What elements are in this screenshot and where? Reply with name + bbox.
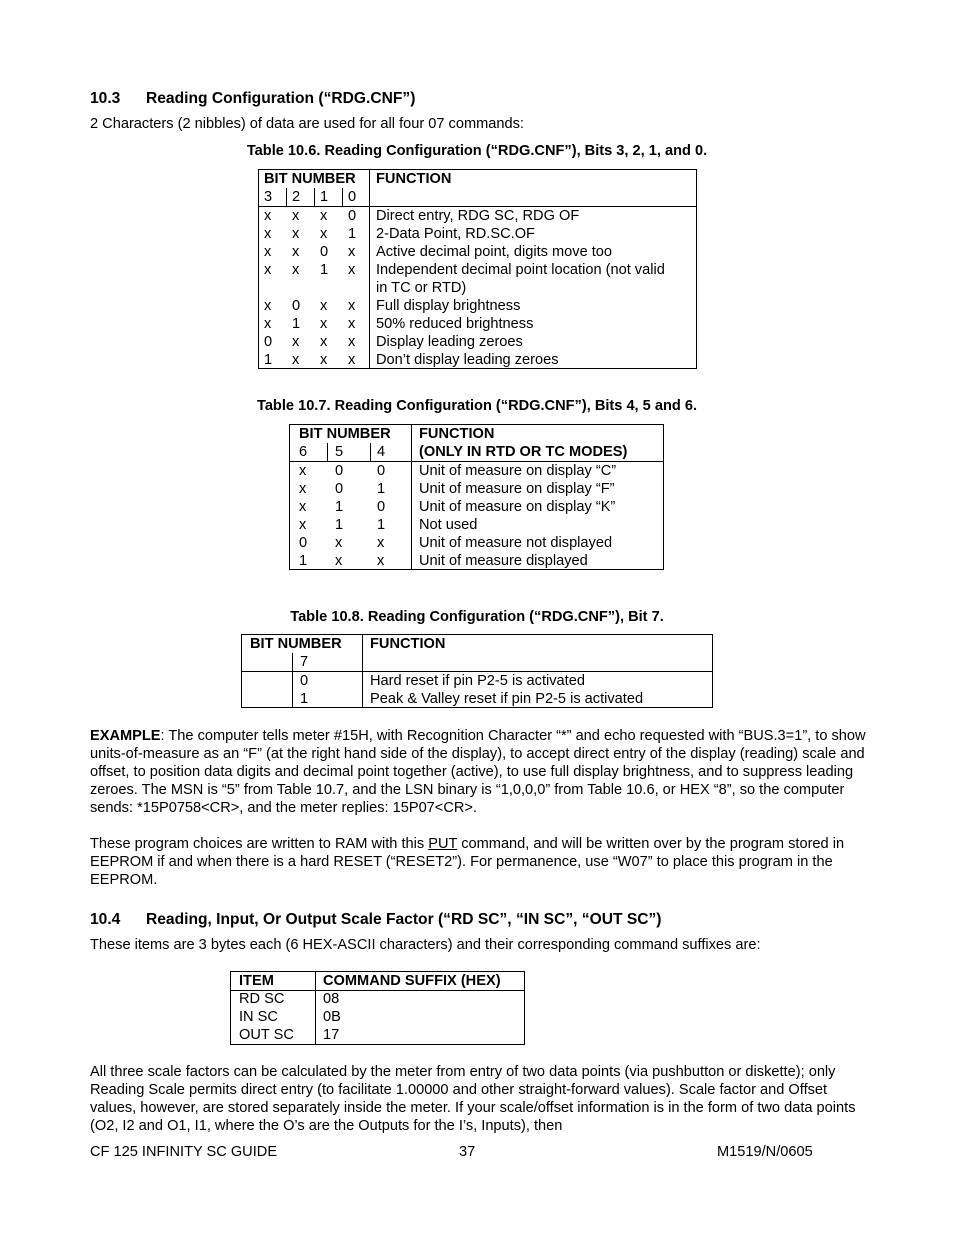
- bit-cell: 0: [264, 334, 273, 350]
- section-title: Reading Configuration (“RDG.CNF”): [146, 90, 416, 107]
- item-cell: RD SC: [239, 991, 285, 1007]
- bit-label: 2: [292, 189, 301, 205]
- section-number: 10.3: [90, 90, 121, 107]
- bit-cell: 0: [292, 298, 301, 314]
- example-label: EXAMPLE: [90, 728, 161, 744]
- example-text: : The computer tells meter #15H, with Recognition Character “*” and echo requested with “BUS.3=1”, to show units-of-measure as an “F” (at the right hand side of the display), to accept direct entry of the display (reading) scale and offset, to position data digits and decimal point together (active), to use full display brightness, and to suppress leading zeroes. The MSN is “5” from Table 10.7, and the LSN binary is “1,0,0,0” from Table 10.6, or HEX “8”, so the computer sends: *15P0758<CR>, and the meter replies: 15P07<CR>.: [90, 728, 866, 816]
- bit-cell: [264, 279, 272, 297]
- bit-cell: x: [320, 316, 328, 332]
- function-header-note: (ONLY IN RTD OR TC MODES): [419, 444, 628, 460]
- bit-cell: x: [299, 463, 307, 479]
- function-cell: Unit of measure displayed: [419, 553, 588, 569]
- bit-cell: 1: [335, 499, 344, 515]
- table-10-6-caption: Table 10.6. Reading Configuration (“RDG.CNF”), Bits 3, 2, 1, and 0.: [246, 143, 708, 159]
- put-note-before: These program choices are written to RAM with this: [90, 836, 429, 852]
- bit-cell: 0: [377, 499, 386, 515]
- bit-cell: x: [377, 553, 385, 569]
- bit-cell: x: [292, 352, 300, 368]
- bit-label: 7: [300, 654, 309, 670]
- bit-cell: x: [348, 262, 356, 278]
- footer-right: M1519/N/0605: [717, 1144, 813, 1160]
- function-cell: in TC or RTD): [376, 280, 467, 296]
- section-10-3-intro: 2 Characters (2 nibbles) of data are used for all four 07 commands:: [90, 116, 524, 132]
- bit-cell: 1: [292, 316, 301, 332]
- table-10-8-caption: Table 10.8. Reading Configuration (“RDG.CNF”), Bit 7.: [290, 609, 664, 625]
- bit-label: 4: [377, 444, 386, 460]
- bit-cell: 0: [377, 463, 386, 479]
- function-header: FUNCTION: [419, 426, 495, 442]
- bit-cell: 0: [348, 208, 357, 224]
- item-header: ITEM: [239, 973, 274, 989]
- suffix-cell: 17: [323, 1027, 340, 1043]
- bit-label: 6: [299, 444, 308, 460]
- bit-cell: 1: [377, 481, 386, 497]
- bit-cell: x: [299, 481, 307, 497]
- bit-cell: x: [348, 352, 356, 368]
- table-10-7: [289, 424, 664, 570]
- suffix-cell: 0B: [323, 1009, 341, 1025]
- function-cell: Unit of measure on display “F”: [419, 481, 615, 497]
- function-cell: Unit of measure on display “K”: [419, 499, 616, 515]
- bit-cell: x: [264, 262, 272, 278]
- bit-number-header: BIT NUMBER: [250, 636, 342, 652]
- section-number: 10.4: [90, 911, 121, 928]
- bit-cell: 0: [320, 244, 329, 260]
- function-cell: 2-Data Point, RD.SC.OF: [376, 226, 535, 242]
- suffix-table: [230, 971, 525, 1045]
- bit-label: 5: [335, 444, 344, 460]
- function-cell: Independent decimal point location (not valid: [376, 262, 665, 278]
- bit-cell: x: [292, 226, 300, 242]
- bit-cell: 0: [335, 463, 344, 479]
- bit-cell: 1: [300, 691, 309, 707]
- function-cell: Unit of measure on display “C”: [419, 463, 617, 479]
- section-10-4-intro: These items are 3 bytes each (6 HEX-ASCII characters) and their corresponding command suffixes are:: [90, 937, 761, 953]
- table-10-8: [241, 634, 713, 708]
- bit-cell: x: [292, 334, 300, 350]
- bit-cell: x: [320, 352, 328, 368]
- bit-label: 0: [348, 189, 357, 205]
- bit-cell: [292, 279, 300, 297]
- item-cell: IN SC: [239, 1009, 278, 1025]
- bit-cell: 1: [348, 226, 357, 242]
- bit-cell: x: [320, 208, 328, 224]
- bit-cell: x: [264, 298, 272, 314]
- bit-cell: 0: [335, 481, 344, 497]
- bit-cell: x: [320, 334, 328, 350]
- page-number: 37: [459, 1144, 476, 1160]
- put-note-paragraph: [90, 835, 870, 889]
- bit-cell: x: [348, 316, 356, 332]
- function-cell: Peak & Valley reset if pin P2-5 is activated: [370, 691, 644, 707]
- function-cell: Don’t display leading zeroes: [376, 352, 559, 368]
- bit-cell: 0: [299, 535, 308, 551]
- bit-cell: x: [264, 226, 272, 242]
- table-10-6: [258, 169, 697, 369]
- function-cell: Display leading zeroes: [376, 334, 523, 350]
- bit-cell: x: [264, 208, 272, 224]
- bit-cell: x: [292, 244, 300, 260]
- bit-cell: x: [292, 262, 300, 278]
- function-cell: Hard reset if pin P2-5 is activated: [370, 673, 585, 689]
- suffix-cell: 08: [323, 991, 340, 1007]
- bit-number-header: BIT NUMBER: [299, 426, 391, 442]
- put-note-after: command, and will be written over by the program stored in EEPROM if and when there is a hard RESET (“RESET2”). For permanence, use “W07” to place this program in the EEPROM.: [90, 836, 845, 888]
- section-10-4-heading: [90, 911, 662, 929]
- bit-cell: 1: [320, 262, 329, 278]
- bit-cell: x: [348, 298, 356, 314]
- item-cell: OUT SC: [239, 1027, 294, 1043]
- function-header: FUNCTION: [376, 171, 452, 187]
- bit-cell: 1: [377, 517, 386, 533]
- function-cell: Unit of measure not displayed: [419, 535, 613, 551]
- put-note-underlined: PUT: [428, 836, 458, 852]
- section-title: Reading, Input, Or Output Scale Factor (“RD SC”, “IN SC”, “OUT SC”): [146, 911, 662, 928]
- bit-cell: x: [264, 316, 272, 332]
- bit-cell: 1: [335, 517, 344, 533]
- bit-cell: x: [348, 334, 356, 350]
- bit-label: 3: [264, 189, 273, 205]
- function-cell: Active decimal point, digits move too: [376, 244, 613, 260]
- function-cell: Not used: [419, 517, 478, 533]
- bit-cell: [348, 279, 356, 297]
- bit-cell: x: [292, 208, 300, 224]
- bit-cell: 1: [264, 352, 273, 368]
- bit-cell: x: [335, 535, 343, 551]
- bit-cell: x: [320, 226, 328, 242]
- footer-left: CF 125 INFINITY SC GUIDE: [90, 1144, 278, 1160]
- bit-cell: x: [299, 517, 307, 533]
- bit-cell: x: [348, 244, 356, 260]
- suffix-header: COMMAND SUFFIX (HEX): [323, 973, 501, 989]
- bit-cell: x: [299, 499, 307, 515]
- bit-cell: x: [335, 553, 343, 569]
- closing-paragraph: All three scale factors can be calculated by the meter from entry of two data points (via pushbutton or diskette); only Reading Scale permits direct entry (to facilitate 1.00000 and other straight-forward values). Scale factor and Offset values, however, are stored separately inside the meter. If your scale/offset information is in the form of two data points (O2, I2 and O1, I1, where the O’s are the Outputs for the I’s, Inputs), then: [90, 1064, 856, 1134]
- bit-cell: x: [264, 244, 272, 260]
- section-10-3-heading: [90, 90, 415, 108]
- function-cell: Full display brightness: [376, 298, 521, 314]
- bit-cell: [320, 279, 328, 297]
- bit-cell: 1: [299, 553, 308, 569]
- function-cell: Direct entry, RDG SC, RDG OF: [376, 208, 580, 224]
- bit-label: 1: [320, 189, 329, 205]
- bit-cell: x: [320, 298, 328, 314]
- bit-cell: x: [377, 535, 385, 551]
- bit-cell: 0: [300, 673, 309, 689]
- table-10-7-caption: Table 10.7. Reading Configuration (“RDG.CNF”), Bits 4, 5 and 6.: [256, 398, 698, 414]
- function-header: FUNCTION: [370, 636, 446, 652]
- function-cell: 50% reduced brightness: [376, 316, 534, 332]
- bit-number-header: BIT NUMBER: [264, 171, 356, 187]
- example-paragraph: [90, 727, 870, 817]
